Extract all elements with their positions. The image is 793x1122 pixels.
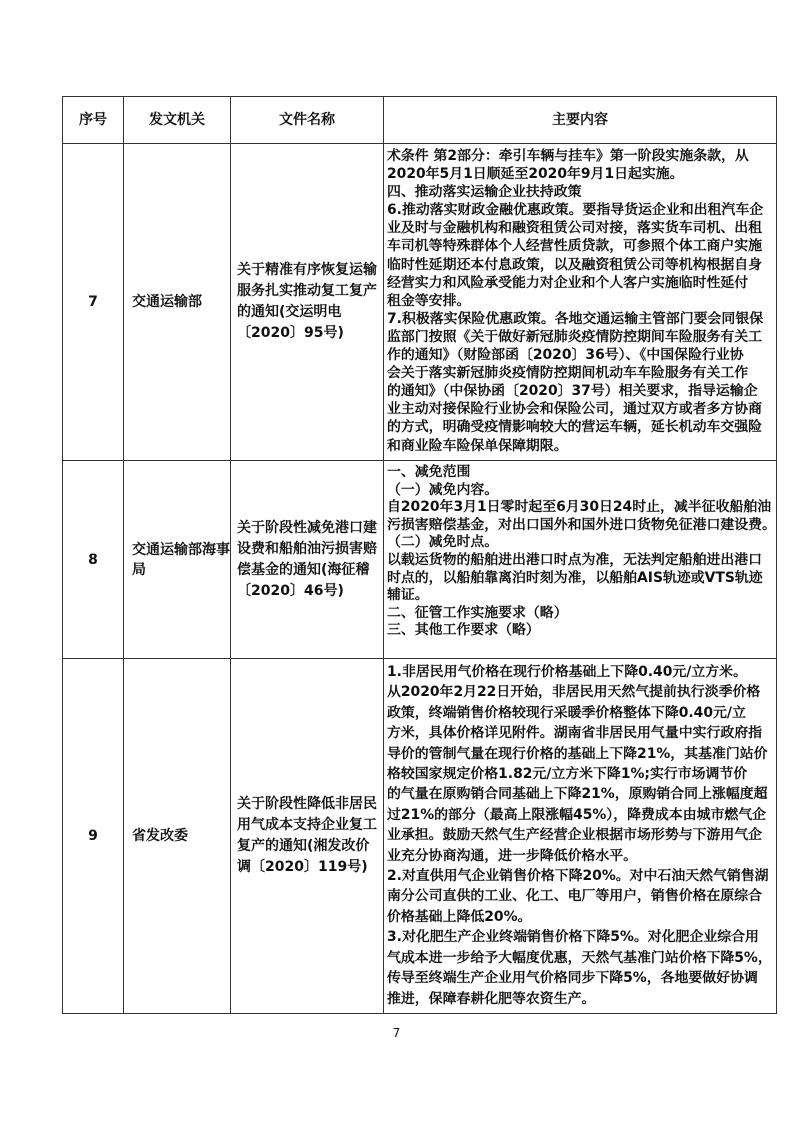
content-line: 时点的，以船舶靠离泊时刻为准，以船舶AIS轨迹或VTS轨迹 — [387, 569, 763, 586]
table-row — [63, 659, 777, 1014]
content-line: 推进，保障春耕化肥等农资生产。 — [387, 990, 596, 1007]
content-line: 以载运货物的船舶进出港口时点为准，无法判定船舶进出港口 — [387, 551, 763, 568]
content-line: 术条件 第2部分：牵引车辆与挂车》第一阶段实施条款，从 — [387, 148, 749, 164]
content-line: （二）减免时点。 — [387, 534, 499, 551]
content-line: 2.对直供用气企业销售价格下降20%。对中石油天然气销售湖 — [387, 868, 769, 885]
content-line: 临时性延期还本付息政策，以及融资租赁公司等机构根据自身 — [387, 256, 763, 273]
content-line: 7.积极落实保险优惠政策。各地交通运输主管部门要会同银保 — [387, 310, 764, 327]
content-line: 过21%的部分（最高上限涨幅45%），降费成本由城市燃气企 — [387, 806, 767, 823]
header-agency: 发文机关 — [124, 97, 231, 144]
table-row — [63, 461, 777, 659]
content-line: 的通知》（中保协函〔2020〕37号）相关要求，指导运输企 — [387, 383, 758, 400]
content-line: 传导至终端生产企业用气价格同步下降5%，各地要做好协调 — [387, 970, 758, 987]
table-header-row — [63, 97, 777, 144]
content-line: 会关于落实新冠肺炎疫情防控期间机动车车险服务有关工作 — [387, 365, 749, 382]
document-title: 关于阶段性减免港口建设费和船舶油污损害赔偿基金的通知(海征稽〔2020〕46号) — [231, 461, 384, 659]
content-line: 的方式，明确受疫情影响较大的营运车辆，延长机动车交强险 — [387, 419, 763, 436]
content-line: 价格基础上降低20%。 — [387, 908, 532, 925]
issuing-agency: 交通运输部 — [124, 144, 231, 461]
content-line: 一、减免范围 — [387, 464, 471, 480]
content-line: 导价的管制气量在现行价格的基础上下降21%，其基准门站价 — [387, 745, 768, 762]
content-line: 监部门按照《关于做好新冠肺炎疫情防控期间车险服务有关工 — [387, 328, 763, 345]
content-line: 6.推动落实财政金融优惠政策。要指导货运企业和出租汽车企 — [387, 202, 764, 219]
document-title: 关于阶段性降低非居民用气成本支持企业复工复产的通知(湘发改价调〔2020〕119号) — [231, 659, 384, 1014]
content-line: 的气量在原购销合同基础上下降21%，原购销合同上涨幅度超 — [387, 786, 768, 803]
content-line: 作的通知》（财险部函〔2020〕36号）、《中国保险行业协 — [387, 347, 744, 364]
policy-table — [62, 96, 777, 1014]
header-no: 序号 — [63, 97, 124, 144]
issuing-agency: 省发改委 — [124, 659, 231, 1014]
row-number: 8 — [63, 461, 124, 659]
main-content — [384, 144, 777, 461]
content-line: 业主动对接保险行业协会和保险公司，通过双方或者多方协商 — [387, 401, 763, 418]
header-content: 主要内容 — [384, 97, 777, 144]
document-title: 关于精准有序恢复运输服务扎实推动复工复产的通知(交运明电〔2020〕95号) — [231, 144, 384, 461]
content-line: 气成本进一步给予大幅度优惠，天然气基准门站价格下降5%， — [387, 949, 772, 966]
content-line: 四、推动落实运输企业扶持政策 — [387, 184, 582, 201]
row-number: 7 — [63, 144, 124, 461]
content-line: 二、征管工作实施要求（略） — [387, 604, 568, 621]
row-number: 9 — [63, 659, 124, 1014]
content-line: 1.非居民用气价格在现行价格基础上下降0.40元/立方米。 — [387, 664, 747, 680]
page-number: 7 — [392, 1026, 401, 1040]
content-line: 2020年5月1日顺延至2020年9月1日起实施。 — [387, 166, 684, 183]
content-line: 业承担。鼓励天然气生产经营企业根据市场形势与下游用气企 — [387, 827, 763, 844]
content-line: 租金等安排。 — [387, 292, 471, 309]
content-line: 格较国家规定价格1.82元/立方米下降1%;实行市场调节价 — [387, 766, 748, 783]
content-line: 从2020年2月22日开始，非居民用天然气提前执行淡季价格 — [387, 684, 761, 701]
content-line: 南分公司直供的工业、化工、电厂等用户，销售价格在原综合 — [387, 888, 763, 905]
main-content — [384, 461, 777, 659]
content-line: 和商业险车险保单保障期限。 — [387, 437, 568, 454]
content-line: 三、其他工作要求（略） — [387, 622, 540, 639]
content-line: 方米，具体价格详见附件。湖南省非居民用气量中实行政府指 — [387, 725, 763, 742]
content-line: 政策，终端销售价格较现行采暖季价格整体下降0.40元/立 — [387, 704, 746, 721]
content-line: 车司机等特殊群体个人经营性质贷款，可参照个体工商户实施 — [387, 238, 763, 255]
content-line: 3.对化肥生产企业终端销售价格下降5%。对化肥企业综合用 — [387, 929, 759, 946]
content-line: 自2020年3月1日零时起至6月30日24时止，减半征收船舶油 — [387, 499, 772, 516]
content-line: 辅证。 — [387, 587, 429, 604]
issuing-agency: 交通运输部海事局 — [124, 461, 231, 659]
content-line: （一）减免内容。 — [387, 481, 499, 498]
content-line: 业及时与金融机构和融资租赁公司对接，落实货车司机、出租 — [387, 220, 763, 237]
header-title: 文件名称 — [231, 97, 384, 144]
content-line: 污损害赔偿基金，对出口国外和国外进口货物免征港口建设费。 — [387, 516, 776, 533]
content-line: 经营实力和风险承受能力对企业和个人客户实施临时性延付 — [387, 274, 749, 291]
content-line: 业充分协商沟通，进一步降低价格水平。 — [387, 847, 638, 864]
main-content — [384, 659, 777, 1014]
table-row — [63, 144, 777, 461]
